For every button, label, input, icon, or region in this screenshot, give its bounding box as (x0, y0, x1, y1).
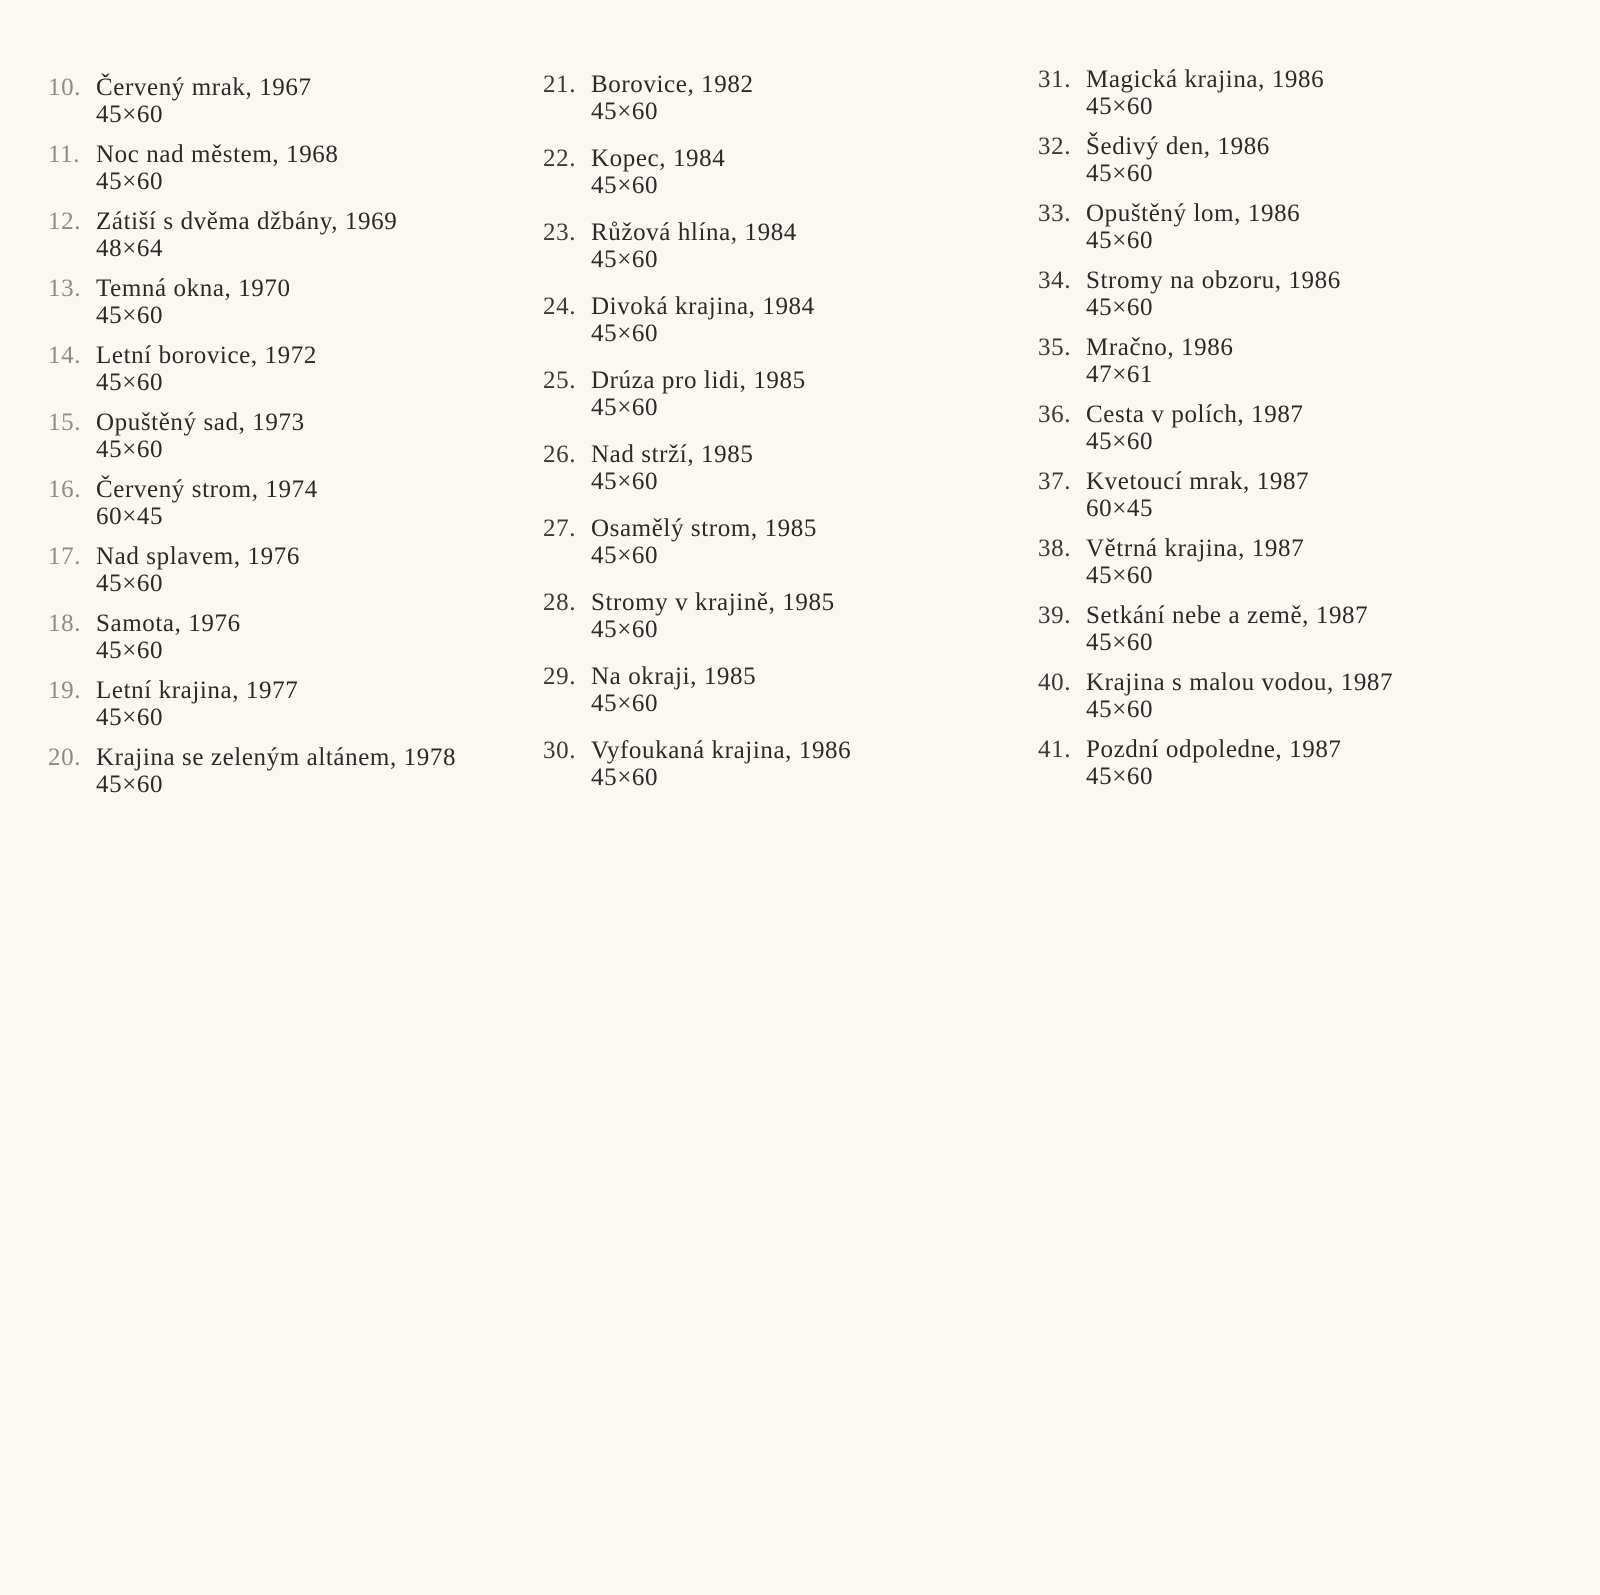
catalogue-entry (1038, 334, 1508, 401)
catalogue-entry (1038, 133, 1508, 200)
catalogue-entry (48, 275, 518, 342)
entry-dimensions: 45×60 (96, 168, 164, 195)
entry-number: 28. (543, 589, 577, 616)
entry-dimensions: 45×60 (591, 764, 659, 791)
entry-dimensions: 45×60 (591, 246, 659, 273)
entry-number: 13. (48, 275, 82, 302)
catalogue-entry (543, 367, 1013, 441)
entry-number: 35. (1038, 334, 1072, 361)
entry-dimensions: 45×60 (591, 690, 659, 717)
entry-dimensions: 60×45 (1086, 495, 1154, 522)
entry-number: 12. (48, 208, 82, 235)
catalogue-entry (543, 293, 1013, 367)
entry-number: 24. (543, 293, 577, 320)
entry-title: Stromy v krajině, 1985 (591, 589, 835, 616)
catalogue-entry (543, 441, 1013, 515)
entry-number: 36. (1038, 401, 1072, 428)
catalogue-entry (48, 74, 518, 141)
catalogue-entry (543, 145, 1013, 219)
entry-number: 39. (1038, 602, 1072, 629)
catalogue-column-1 (48, 74, 518, 811)
entry-dimensions: 45×60 (591, 98, 659, 125)
catalogue-entry (1038, 736, 1508, 803)
entry-number: 19. (48, 677, 82, 704)
entry-title: Letní krajina, 1977 (96, 677, 299, 704)
catalogue-entry (48, 476, 518, 543)
catalogue-entry (543, 663, 1013, 737)
entry-number: 33. (1038, 200, 1072, 227)
entry-title: Šedivý den, 1986 (1086, 133, 1270, 160)
entry-dimensions: 45×60 (96, 637, 164, 664)
entry-number: 20. (48, 744, 82, 771)
catalogue-entry (543, 71, 1013, 145)
entry-dimensions: 45×60 (1086, 763, 1154, 790)
catalogue-entry (543, 219, 1013, 293)
entry-title: Borovice, 1982 (591, 71, 754, 98)
entry-title: Červený mrak, 1967 (96, 74, 312, 101)
entry-number: 10. (48, 74, 82, 101)
entry-number: 27. (543, 515, 577, 542)
entry-title: Mračno, 1986 (1086, 334, 1234, 361)
entry-dimensions: 45×60 (591, 320, 659, 347)
entry-title: Magická krajina, 1986 (1086, 66, 1325, 93)
catalogue-entry (1038, 200, 1508, 267)
entry-title: Větrná krajina, 1987 (1086, 535, 1305, 562)
entry-number: 22. (543, 145, 577, 172)
entry-title: Nad strží, 1985 (591, 441, 754, 468)
catalogue-entry (1038, 602, 1508, 669)
entry-dimensions: 45×60 (591, 468, 659, 495)
entry-title: Vyfoukaná krajina, 1986 (591, 737, 852, 764)
entry-dimensions: 45×60 (591, 394, 659, 421)
entry-number: 41. (1038, 736, 1072, 763)
entry-dimensions: 45×60 (1086, 629, 1154, 656)
entry-title: Pozdní odpoledne, 1987 (1086, 736, 1342, 763)
catalogue-entry (1038, 669, 1508, 736)
entry-dimensions: 45×60 (96, 771, 164, 798)
entry-number: 31. (1038, 66, 1072, 93)
entry-dimensions: 45×60 (96, 101, 164, 128)
entry-dimensions: 45×60 (1086, 160, 1154, 187)
catalogue-entry (1038, 267, 1508, 334)
entry-number: 40. (1038, 669, 1072, 696)
entry-title: Růžová hlína, 1984 (591, 219, 797, 246)
entry-dimensions: 45×60 (1086, 696, 1154, 723)
catalogue-entry (1038, 66, 1508, 133)
catalogue-entry (543, 589, 1013, 663)
entry-dimensions: 45×60 (96, 704, 164, 731)
catalogue-column-2 (543, 71, 1013, 811)
entry-title: Cesta v polích, 1987 (1086, 401, 1304, 428)
entry-title: Zátiší s dvěma džbány, 1969 (96, 208, 398, 235)
entry-title: Osamělý strom, 1985 (591, 515, 817, 542)
catalogue-entry (48, 208, 518, 275)
entry-title: Letní borovice, 1972 (96, 342, 317, 369)
entry-number: 38. (1038, 535, 1072, 562)
catalogue-entry (1038, 535, 1508, 602)
entry-number: 30. (543, 737, 577, 764)
catalogue-column-3 (1038, 66, 1508, 803)
entry-number: 14. (48, 342, 82, 369)
entry-title: Kvetoucí mrak, 1987 (1086, 468, 1310, 495)
entry-number: 15. (48, 409, 82, 436)
entry-title: Na okraji, 1985 (591, 663, 757, 690)
catalogue-entry (1038, 468, 1508, 535)
entry-title: Stromy na obzoru, 1986 (1086, 267, 1341, 294)
entry-number: 23. (543, 219, 577, 246)
entry-number: 37. (1038, 468, 1072, 495)
entry-title: Opuštěný lom, 1986 (1086, 200, 1301, 227)
entry-dimensions: 48×64 (96, 235, 164, 262)
entry-number: 18. (48, 610, 82, 637)
entry-dimensions: 47×61 (1086, 361, 1154, 388)
catalogue-entry (48, 610, 518, 677)
entry-number: 16. (48, 476, 82, 503)
catalogue-entry (543, 515, 1013, 589)
entry-title: Samota, 1976 (96, 610, 241, 637)
entry-dimensions: 45×60 (1086, 428, 1154, 455)
entry-title: Kopec, 1984 (591, 145, 726, 172)
entry-dimensions: 60×45 (96, 503, 164, 530)
catalogue-entry (48, 342, 518, 409)
catalogue-entry (48, 744, 518, 811)
entry-title: Temná okna, 1970 (96, 275, 291, 302)
entry-number: 26. (543, 441, 577, 468)
entry-number: 32. (1038, 133, 1072, 160)
entry-title: Červený strom, 1974 (96, 476, 318, 503)
entry-number: 25. (543, 367, 577, 394)
catalogue-entry (48, 543, 518, 610)
entry-title: Noc nad městem, 1968 (96, 141, 339, 168)
entry-number: 11. (48, 141, 81, 168)
entry-dimensions: 45×60 (1086, 562, 1154, 589)
entry-dimensions: 45×60 (1086, 93, 1154, 120)
catalogue-entry (543, 737, 1013, 811)
catalogue-entry (1038, 401, 1508, 468)
entry-dimensions: 45×60 (96, 570, 164, 597)
entry-dimensions: 45×60 (591, 616, 659, 643)
entry-title: Opuštěný sad, 1973 (96, 409, 305, 436)
entry-title: Krajina se zeleným altánem, 1978 (96, 744, 457, 771)
catalogue-entry (48, 677, 518, 744)
catalogue-entry (48, 409, 518, 476)
entry-title: Setkání nebe a země, 1987 (1086, 602, 1369, 629)
entry-dimensions: 45×60 (1086, 227, 1154, 254)
entry-title: Krajina s malou vodou, 1987 (1086, 669, 1394, 696)
entry-dimensions: 45×60 (96, 302, 164, 329)
entry-number: 34. (1038, 267, 1072, 294)
entry-dimensions: 45×60 (591, 172, 659, 199)
entry-dimensions: 45×60 (96, 369, 164, 396)
entry-title: Drúza pro lidi, 1985 (591, 367, 806, 394)
entry-title: Nad splavem, 1976 (96, 543, 300, 570)
entry-dimensions: 45×60 (96, 436, 164, 463)
catalogue-entry (48, 141, 518, 208)
entry-dimensions: 45×60 (591, 542, 659, 569)
entry-number: 29. (543, 663, 577, 690)
entry-number: 17. (48, 543, 82, 570)
entry-title: Divoká krajina, 1984 (591, 293, 815, 320)
entry-number: 21. (543, 71, 577, 98)
entry-dimensions: 45×60 (1086, 294, 1154, 321)
